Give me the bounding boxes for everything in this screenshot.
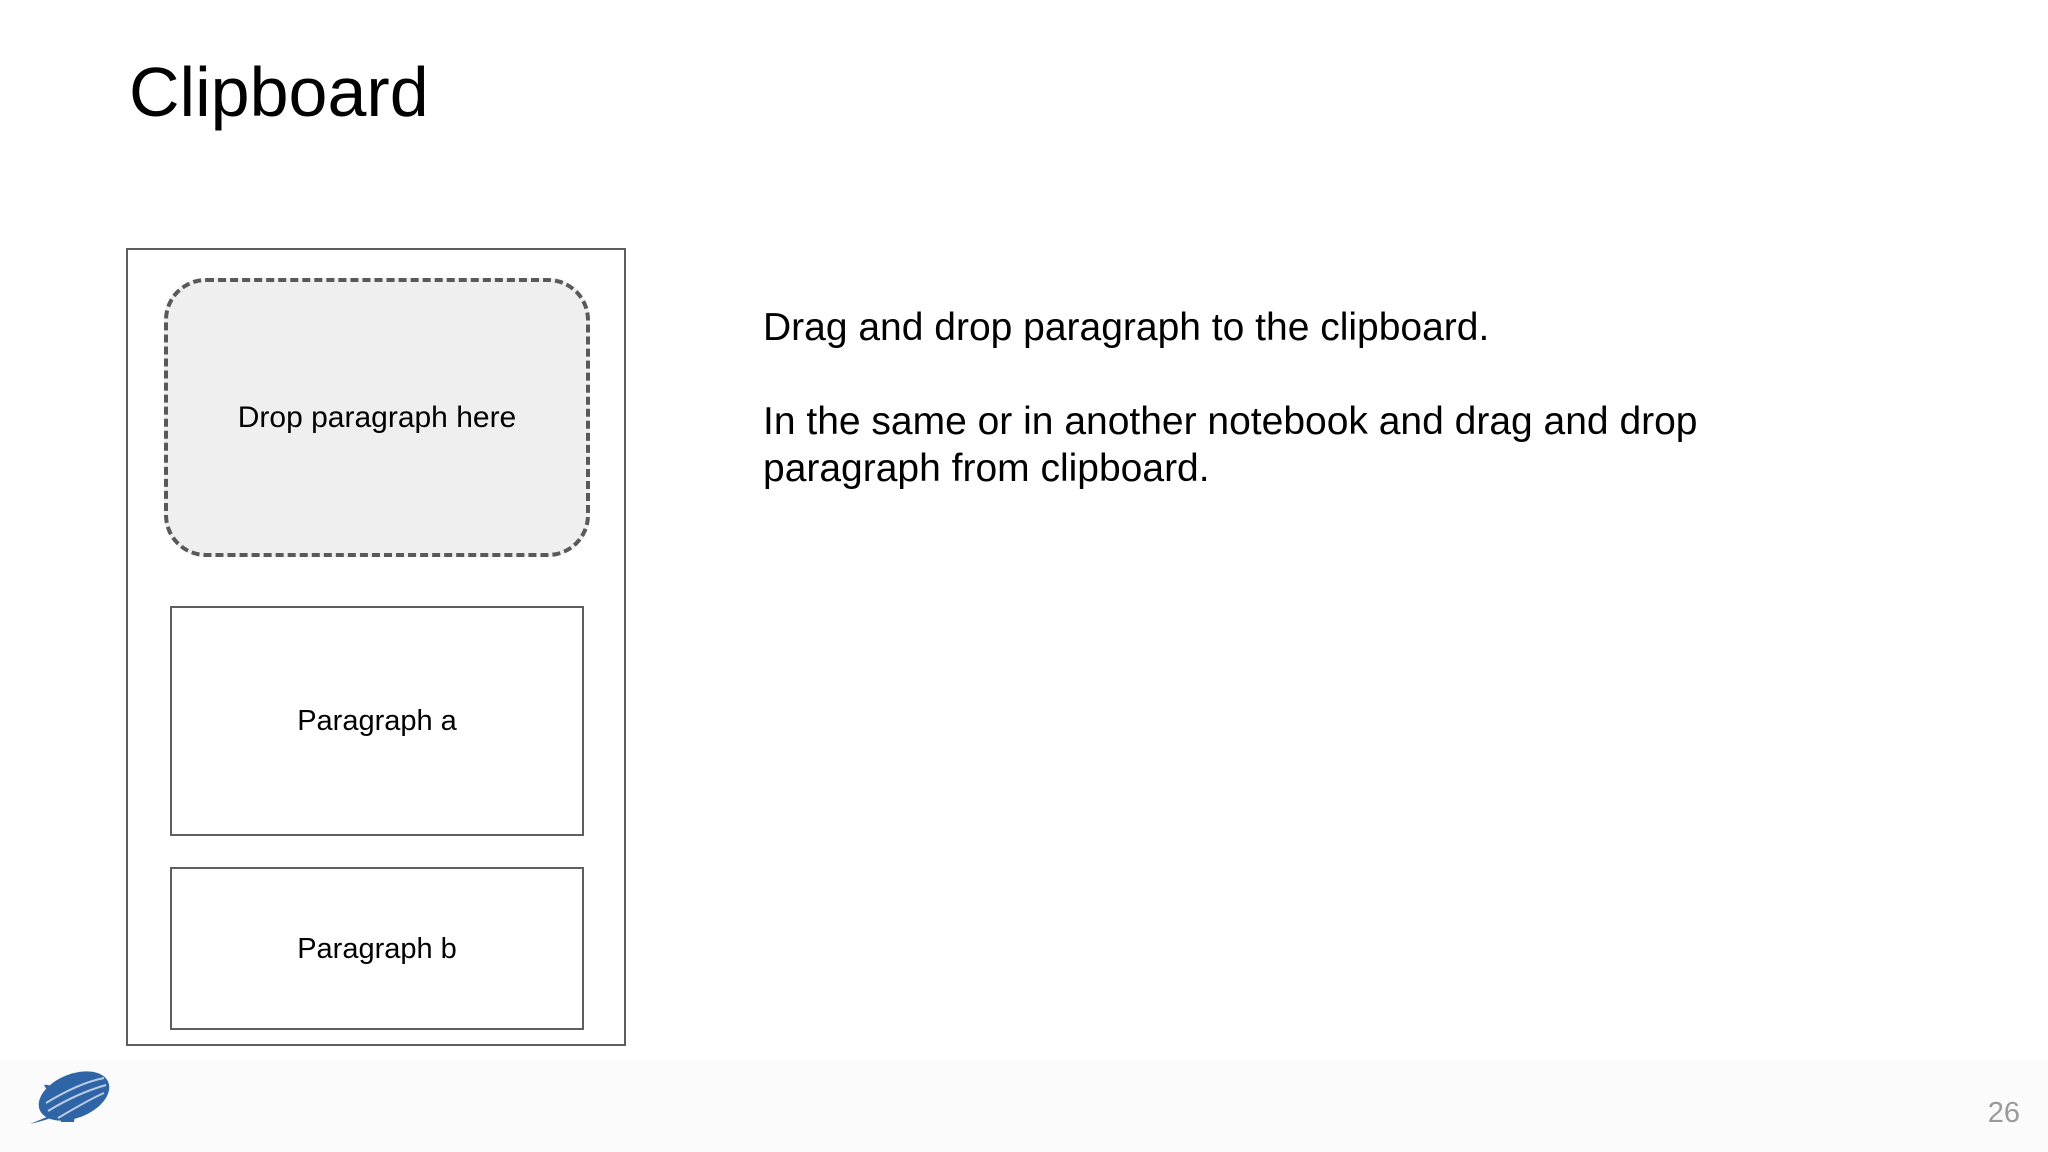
paragraph-b-label: Paragraph b [297, 932, 457, 965]
zeppelin-logo-icon [22, 1068, 114, 1130]
instruction-line: In the same or in another notebook and drag and drop paragraph from clipboard. [763, 400, 1698, 490]
paragraph-a-label: Paragraph a [297, 705, 457, 737]
drop-zone-label: Drop paragraph here [237, 400, 517, 434]
instructions [763, 304, 1863, 539]
footer-strip [0, 1060, 2048, 1152]
clipboard-drop-zone[interactable] [164, 278, 590, 557]
paragraph-a-box[interactable] [170, 606, 584, 836]
instruction-line: Drag and drop paragraph to the clipboard. [763, 306, 1490, 349]
paragraph-b-box[interactable] [170, 867, 584, 1030]
page-number: 26 [1987, 1097, 2020, 1129]
slide-title: Clipboard [129, 53, 429, 131]
